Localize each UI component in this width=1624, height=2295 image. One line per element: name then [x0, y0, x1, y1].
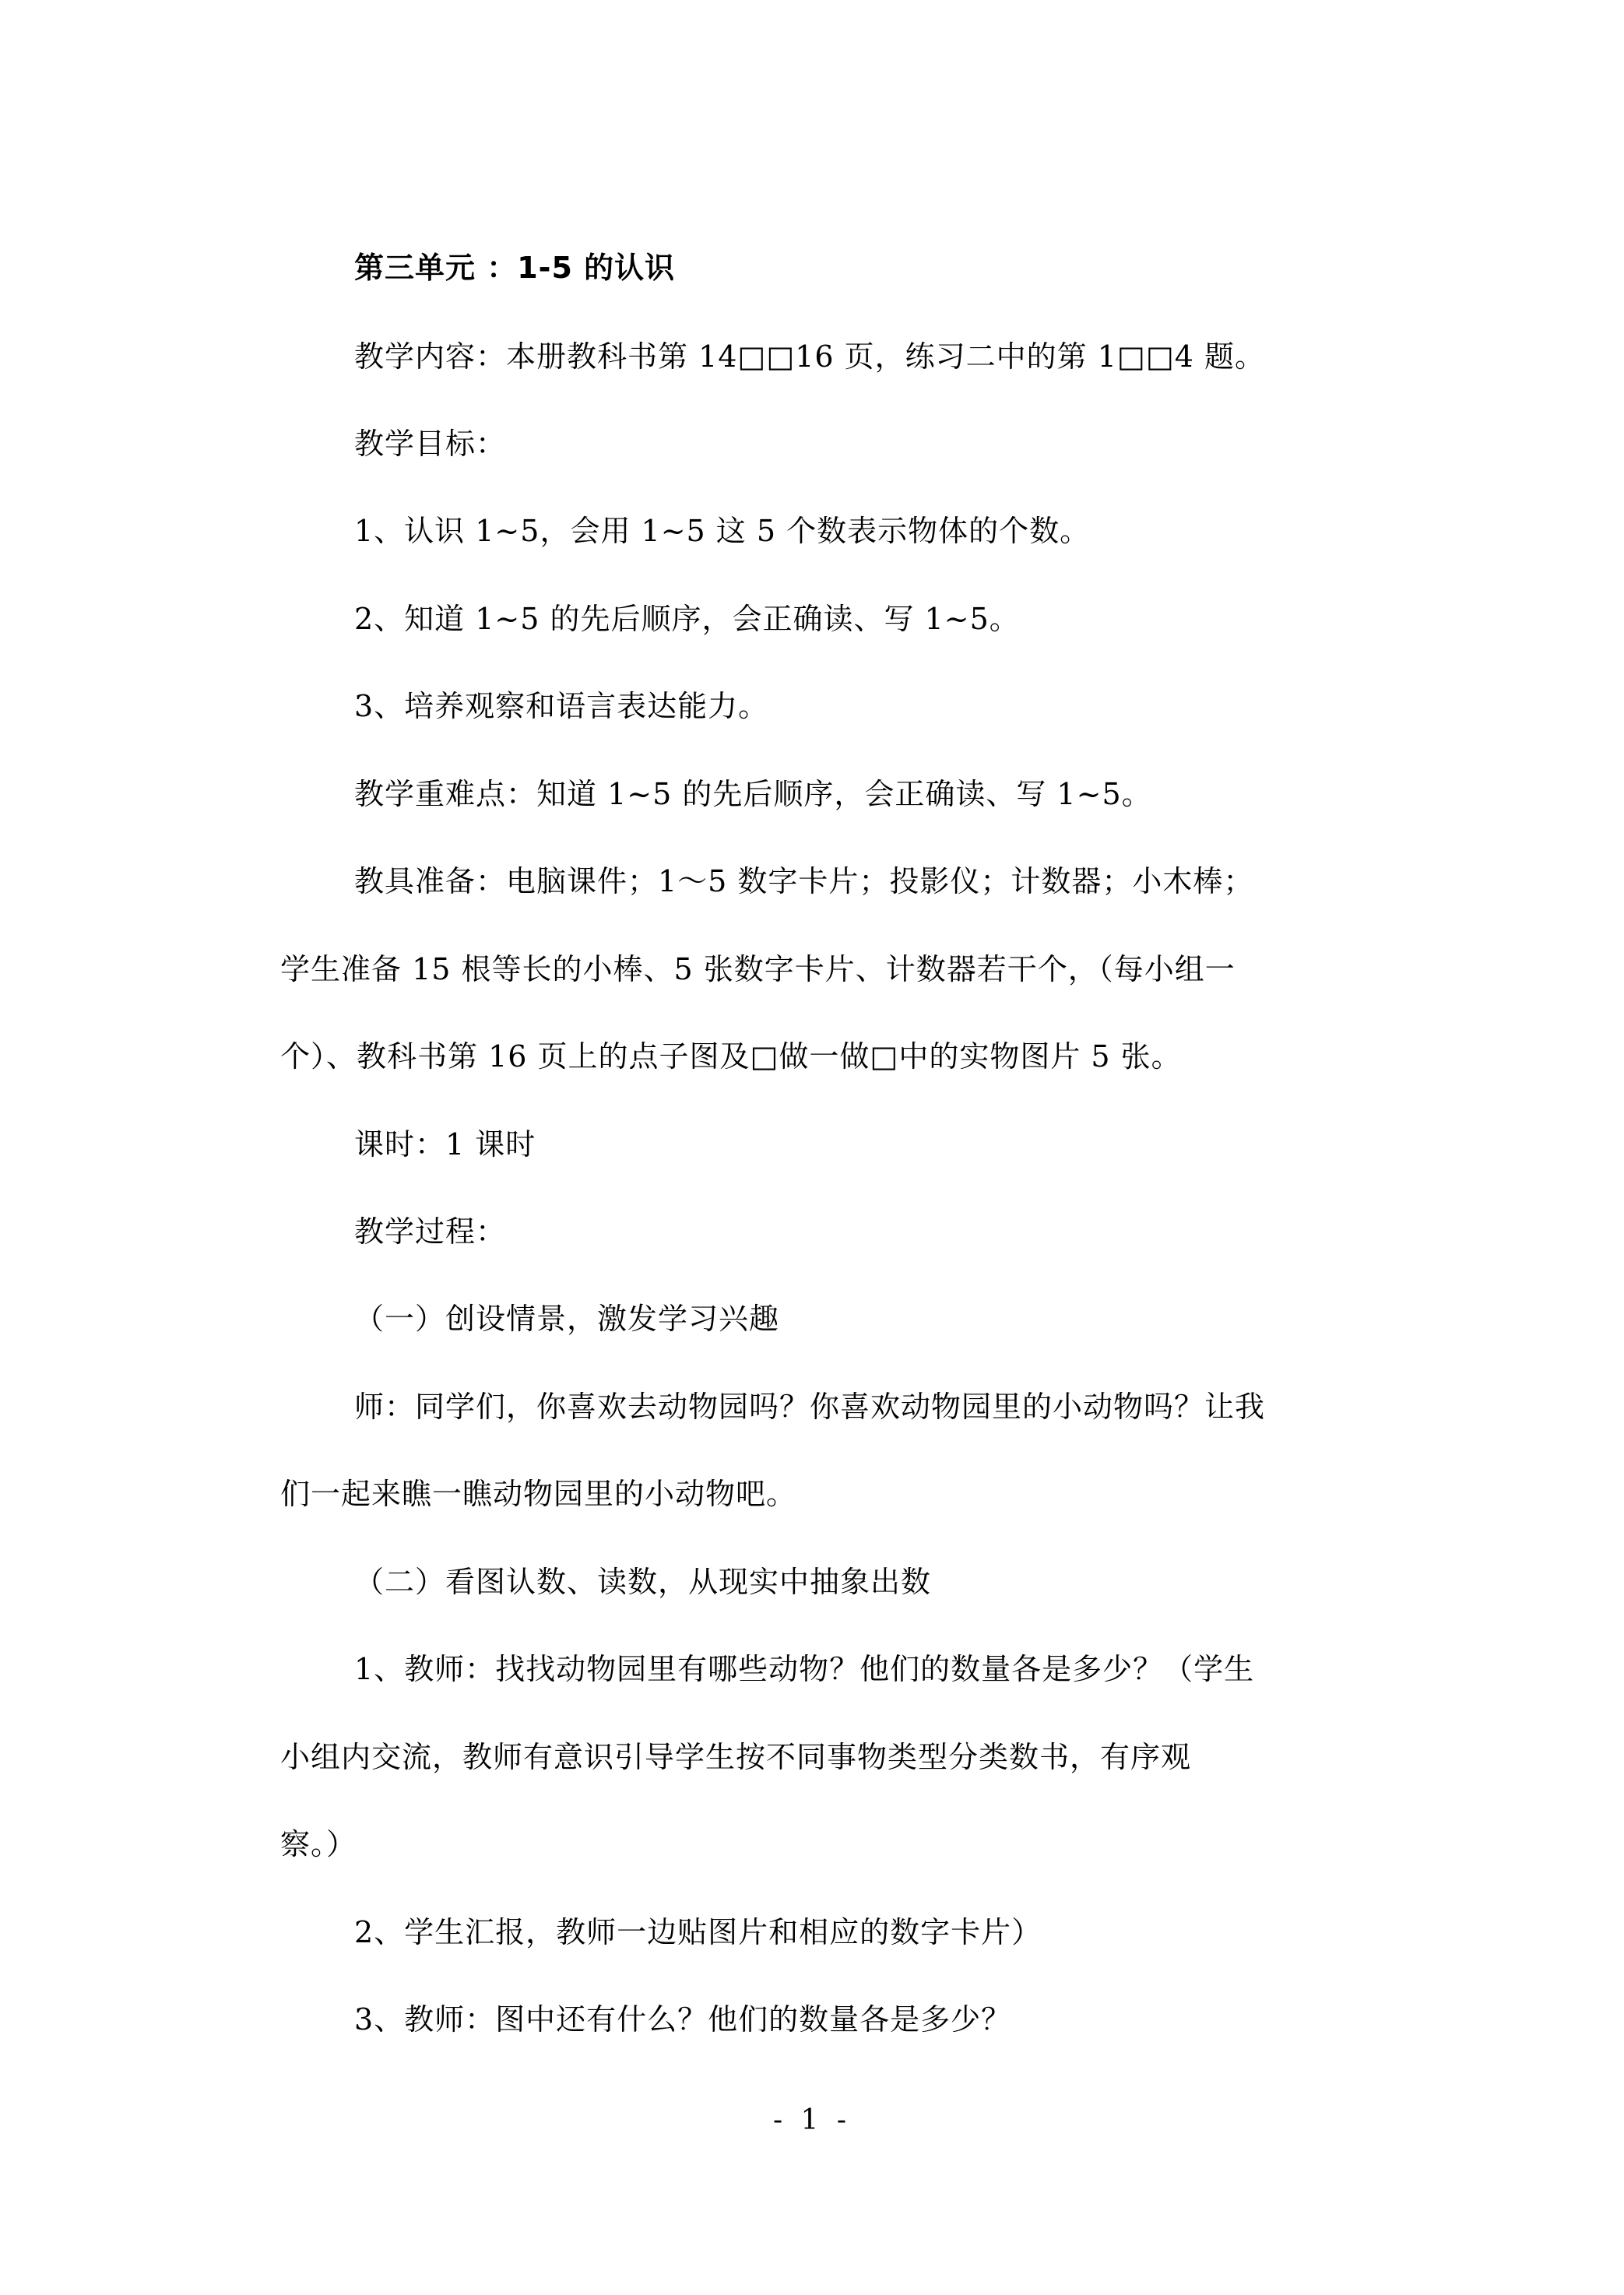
teacher-speech-line-2: 们一起来瞧一瞧动物园里的小动物吧。: [280, 1477, 797, 1511]
step-3: 3、教师：图中还有什么？他们的数量各是多少？: [354, 2002, 1012, 2037]
key-difficulty: 教学重难点：知道 1~5 的先后顺序，会正确读、写 1~5。: [354, 777, 1152, 811]
section-1-heading: （一）创设情景，激发学习兴趣: [354, 1302, 780, 1336]
class-hours: 课时：1 课时: [354, 1127, 536, 1162]
section-2-heading: （二）看图认数、读数，从现实中抽象出数: [354, 1565, 932, 1599]
goal-3: 3、培养观察和语言表达能力。: [354, 689, 769, 723]
teaching-aids-line-1: 教具准备：电脑课件；1～5 数字卡片；投影仪；计数器；小木棒；: [354, 864, 1254, 898]
step-1-line-3: 察。）: [280, 1827, 357, 1861]
step-2: 2、学生汇报，教师一边贴图片和相应的数字卡片）: [354, 1915, 1042, 1949]
page-number: - 1 -: [772, 2104, 852, 2136]
teaching-aids-line-3: 个）、教科书第 16 页上的点子图及□做一做□中的实物图片 5 张。: [280, 1039, 1182, 1074]
teaching-goals-heading: 教学目标：: [354, 427, 507, 461]
teacher-speech-line-1: 师：同学们，你喜欢去动物园吗？你喜欢动物园里的小动物吗？让我: [354, 1390, 1266, 1424]
step-1-line-2: 小组内交流，教师有意识引导学生按不同事物类型分类数书，有序观: [280, 1740, 1192, 1774]
teaching-process-heading: 教学过程：: [354, 1214, 507, 1249]
goal-2: 2、知道 1~5 的先后顺序，会正确读、写 1~5。: [354, 602, 1020, 636]
document-title: 第三单元 ：1-5 的认识: [354, 251, 676, 285]
step-1-line-1: 1、教师：找找动物园里有哪些动物？他们的数量各是多少？（学生: [354, 1652, 1255, 1686]
goal-1: 1、认识 1~5，会用 1~5 这 5 个数表示物体的个数。: [354, 514, 1091, 548]
teaching-content: 教学内容：本册教科书第 14□□16 页，练习二中的第 1□□4 题。: [354, 339, 1265, 374]
teaching-aids-line-2: 学生准备 15 根等长的小棒、5 张数字卡片、计数器若干个，（每小组一: [280, 952, 1236, 986]
